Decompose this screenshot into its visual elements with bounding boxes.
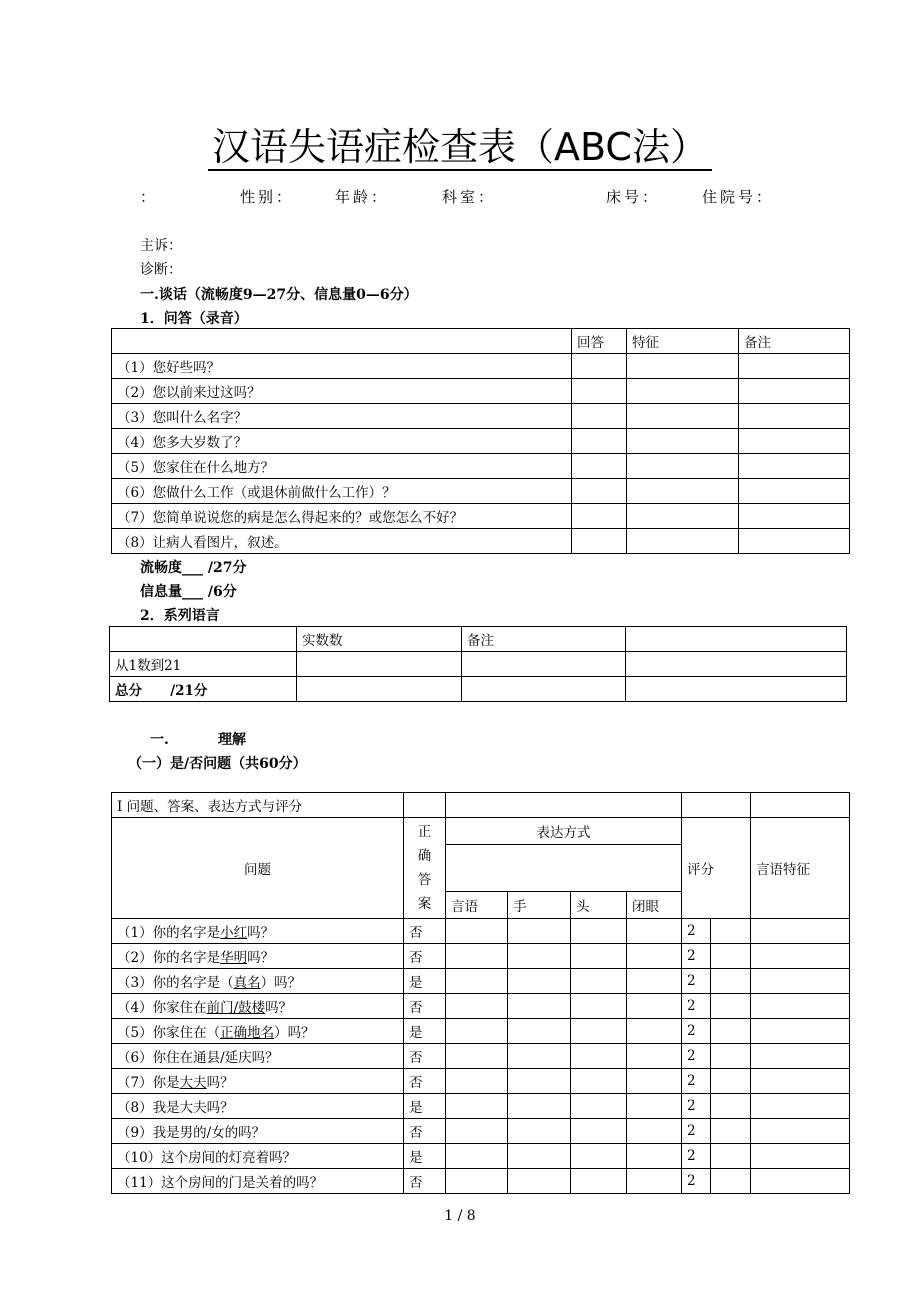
score-cell: 2 [682,1044,711,1069]
name-field-label: ： [140,188,159,206]
table-cell [739,479,850,504]
section2-number: 一. [150,732,169,748]
expression-mode-header: 头 [571,891,627,918]
table-cell [572,479,627,504]
answer-cell: 否 [404,1069,446,1094]
expression-mode-header: 手 [508,891,571,918]
question-cell [112,944,404,969]
table-row [112,919,850,944]
table-cell [627,504,739,529]
table-cell [571,1094,627,1119]
question-cell [112,1094,404,1119]
question-underlined-text: 正确地名 [220,1025,275,1041]
yes-no-table [111,792,850,1194]
score-cell: 2 [682,1069,711,1094]
score-cell: 2 [682,1019,711,1044]
question-cell: （2）您以前来过这吗？ [112,379,572,404]
table-cell [508,994,571,1019]
table-cell [711,944,751,969]
score-cell: 2 [682,1144,711,1169]
table-row [112,379,850,404]
table-cell [739,354,850,379]
table-cell [508,1094,571,1119]
table-cell [627,479,739,504]
table-row [110,677,847,702]
table-cell [446,1019,508,1044]
question-text: （1）你的名字是 [117,925,221,941]
table-cell [297,652,462,677]
column-header: 特征 [627,329,739,354]
column-header: 备注 [739,329,850,354]
table-cell [751,1094,850,1119]
correct-answer-column-header [404,818,446,919]
table-cell [446,1119,508,1144]
question-text: （11）这个房间的门是关着的吗？ [117,1175,324,1191]
table-cell [627,404,739,429]
table-row [112,479,850,504]
table-row [112,969,850,994]
table-row [112,529,850,554]
header-char: 确 [417,848,432,864]
table-cell [739,379,850,404]
qa-subheading: 1．问答（录音） [140,311,248,327]
expression-mode-header: 言语 [446,891,508,918]
table-cell [627,969,682,994]
answer-cell: 否 [404,1119,446,1144]
table-cell [508,1119,571,1144]
table-cell [627,919,682,944]
question-text: 吗？ [247,925,275,941]
table-cell [627,1019,682,1044]
table-cell [571,1069,627,1094]
question-cell [112,1119,404,1144]
table-cell [446,793,682,818]
question-cell: （5）您家住在什么地方？ [112,454,572,479]
row-label: 从1数到21 [110,652,297,677]
table-row [112,818,850,845]
question-text: （8）我是大夫吗？ [117,1100,234,1116]
table-cell [711,994,751,1019]
table-cell [446,969,508,994]
table-cell [571,1119,627,1144]
table-cell [751,1044,850,1069]
table-cell [571,1044,627,1069]
table-row [110,652,847,677]
table-cell [446,919,508,944]
table-cell [739,504,850,529]
question-cell [112,1019,404,1044]
table-cell [751,1144,850,1169]
table-cell [404,793,446,818]
section1-heading: 一.谈话（流畅度9—27分、信息量0—6分） [140,287,418,303]
chief-complaint-label: 主诉： [140,238,182,254]
question-text: 吗？ [265,1000,293,1016]
table-cell [571,994,627,1019]
table-cell [508,969,571,994]
table-cell [627,1094,682,1119]
table-cell [627,354,739,379]
table-cell [462,652,626,677]
table-cell [751,969,850,994]
column-header: 回答 [572,329,627,354]
table-cell [739,454,850,479]
question-cell [112,1069,404,1094]
table-row [112,944,850,969]
header-char: 答 [417,872,432,888]
table-cell [446,1044,508,1069]
table-cell [739,429,850,454]
question-cell: （1）您好些吗？ [112,354,572,379]
question-text: 吗？ [206,1075,234,1091]
question-text: （3）你的名字是（ [117,975,234,991]
table-cell [572,354,627,379]
header-char: 正 [417,824,432,840]
table-cell [627,1169,682,1194]
table-cell [751,1019,850,1044]
table-cell [711,1069,751,1094]
table-cell [626,677,847,702]
document-title: 汉语失语症检查表（ABC法） [0,122,920,172]
yes-no-rows [112,919,850,1194]
table-cell [627,1119,682,1144]
page-number: 1 / 8 [444,1208,476,1224]
table-cell [508,944,571,969]
table-cell [446,845,682,892]
table-cell [751,1169,850,1194]
table-row [112,1069,850,1094]
score-cell: 2 [682,919,711,944]
question-text: （6）你住在通县/延庆吗？ [117,1050,279,1066]
question-cell [112,1144,404,1169]
question-underlined-text: 真名 [233,975,261,991]
table-cell [626,652,847,677]
score-cell: 2 [682,1119,711,1144]
gender-field-label: 性别： [240,188,295,206]
table-cell [711,969,751,994]
fluency-score: 流畅度___ /27分 [140,560,247,576]
table-cell [627,994,682,1019]
score-column-header: 评分 [682,818,751,919]
expression-column-header: 表达方式 [446,818,682,845]
question-underlined-text: 小红 [220,925,248,941]
score-cell: 2 [682,969,711,994]
table-cell [751,793,850,818]
question-cell [112,969,404,994]
age-field-label: 年龄： [335,188,390,206]
question-cell: （4）您多大岁数了？ [112,429,572,454]
question-text: 吗？ [247,950,275,966]
question-cell: （8）让病人看图片，叙述。 [112,529,572,554]
table-cell [626,627,847,652]
answer-cell: 是 [404,969,446,994]
table-cell [627,1069,682,1094]
table-row [112,429,850,454]
table-cell [711,1144,751,1169]
table-row [112,793,850,818]
table-row [112,454,850,479]
table-cell [711,1019,751,1044]
table-cell [627,1144,682,1169]
table-cell [711,1169,751,1194]
table-row [110,627,847,652]
table-cell [571,1169,627,1194]
table-cell [751,1119,850,1144]
table-cell [711,1094,751,1119]
answer-cell: 是 [404,1144,446,1169]
answer-cell: 是 [404,1094,446,1119]
info-score: 信息量___ /6分 [140,584,237,600]
answer-cell: 否 [404,994,446,1019]
table-row [112,1019,850,1044]
question-cell [112,994,404,1019]
table-cell [446,1144,508,1169]
table-cell [682,793,751,818]
table-cell [508,1044,571,1069]
table-cell [572,529,627,554]
question-text: （4）你家住在 [117,1000,207,1016]
answer-cell: 否 [404,1044,446,1069]
table-cell [462,677,626,702]
table-cell [739,404,850,429]
table-cell [446,1169,508,1194]
answer-cell: 是 [404,1019,446,1044]
total-score-label: 总分 /21分 [110,677,297,702]
table-cell [711,919,751,944]
question-column-header: 问题 [112,818,404,919]
serial-speech-table [109,626,847,702]
table-cell [446,1094,508,1119]
question-text: ）吗？ [260,975,302,991]
table-cell [508,1069,571,1094]
table-cell [110,627,297,652]
department-field-label: 科室： [442,188,497,206]
question-text: （2）你的名字是 [117,950,221,966]
table-cell [627,529,739,554]
question-text: （7）你是 [117,1075,180,1091]
table-cell [739,529,850,554]
table-cell [751,1069,850,1094]
table-cell [297,677,462,702]
hospital-no-field-label: 住院号： [702,188,775,206]
table-row [112,994,850,1019]
table-cell [572,404,627,429]
answer-cell: 否 [404,944,446,969]
table-top-label: Ⅰ 问题、答案、表达方式与评分 [112,793,404,818]
table-cell [112,329,572,354]
score-cell: 2 [682,1094,711,1119]
table-row [112,1044,850,1069]
table-cell [571,1144,627,1169]
score-cell: 2 [682,1169,711,1194]
answer-cell: 否 [404,919,446,944]
expression-mode-header: 闭眼 [627,891,682,918]
table-cell [711,1119,751,1144]
table-cell [446,994,508,1019]
qa-table [111,328,850,554]
table-row [112,1144,850,1169]
table-cell [627,429,739,454]
table-row [112,1119,850,1144]
section2-heading: 理解 [218,732,246,748]
table-cell [508,1169,571,1194]
question-underlined-text: 华明 [220,950,248,966]
table-cell [572,504,627,529]
question-cell [112,1044,404,1069]
table-cell [627,454,739,479]
bed-field-label: 床号： [606,188,661,206]
table-cell [751,944,850,969]
question-underlined-text: 大夫 [179,1075,207,1091]
column-header: 实数数 [297,627,462,652]
table-cell [508,1144,571,1169]
table-cell [627,1044,682,1069]
table-cell [627,944,682,969]
table-row [112,504,850,529]
table-cell [571,919,627,944]
table-cell [751,919,850,944]
score-cell: 2 [682,994,711,1019]
question-underlined-text: 前门/鼓楼 [206,1000,266,1016]
question-cell [112,1169,404,1194]
answer-cell: 否 [404,1169,446,1194]
diagnosis-label: 诊断： [140,262,182,278]
yes-no-subheading: （一）是/否问题（共60分） [128,756,307,772]
question-cell: （7）您简单说说您的病是怎么得起来的？或您怎么不好？ [112,504,572,529]
table-row [112,1094,850,1119]
table-cell [571,1019,627,1044]
question-text: （5）你家住在（ [117,1025,221,1041]
table-row [112,1169,850,1194]
question-cell: （3）您叫什么名字？ [112,404,572,429]
score-cell: 2 [682,944,711,969]
question-text: ）吗？ [274,1025,315,1041]
table-cell [751,994,850,1019]
table-cell [572,379,627,404]
table-cell [572,454,627,479]
header-char: 案 [417,896,432,912]
table-cell [571,969,627,994]
table-cell [572,429,627,454]
serial-speech-subheading: 2．系列语言 [140,608,220,624]
table-cell [508,919,571,944]
table-row [112,404,850,429]
feature-column-header: 言语特征 [751,818,850,919]
table-cell [508,1019,571,1044]
table-row [112,329,850,354]
question-text: （10）这个房间的灯亮着吗？ [117,1150,297,1166]
question-cell [112,919,404,944]
question-text: （9）我是男的/女的吗？ [117,1125,266,1141]
question-cell: （6）您做什么工作（或退休前做什么工作）？ [112,479,572,504]
table-cell [571,944,627,969]
table-cell [446,944,508,969]
table-cell [711,1044,751,1069]
table-row [112,354,850,379]
column-header: 备注 [462,627,626,652]
table-cell [446,1069,508,1094]
table-cell [627,379,739,404]
